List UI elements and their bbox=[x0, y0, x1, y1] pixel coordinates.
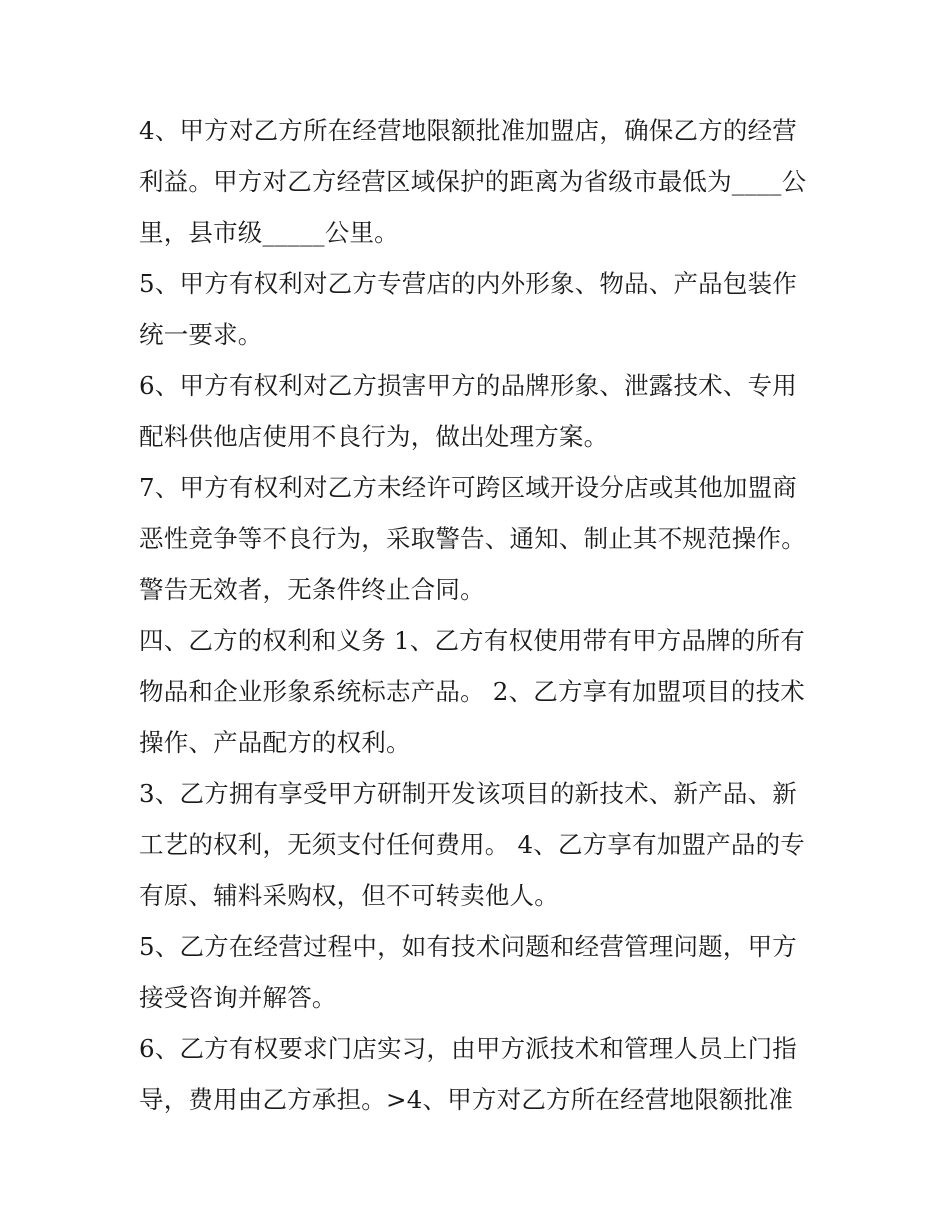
text-line: 接受咨询并解答。 bbox=[139, 983, 337, 1012]
text-line: 工艺的权利，无须支付任何费用。 4、乙方享有加盟产品的专 bbox=[139, 830, 805, 859]
text-line: 警告无效者，无条件终止合同。 bbox=[139, 575, 485, 604]
text-line: 配料供他店使用不良行为，做出处理方案。 bbox=[139, 422, 609, 451]
document-body bbox=[139, 105, 819, 1125]
text-line: 6、乙方有权要求门店实习，由甲方派技术和管理人员上门指 bbox=[139, 1034, 797, 1063]
text-line: 有原、辅料采购权，但不可转卖他人。 bbox=[139, 881, 559, 910]
text-line: 导，费用由乙方承担。>4、甲方对乙方所在经营地限额批准 bbox=[139, 1085, 794, 1114]
text-line: 3、乙方拥有享受甲方研制开发该项目的新技术、新产品、新 bbox=[139, 779, 797, 808]
text-line: 四、乙方的权利和义务 1、乙方有权使用带有甲方品牌的所有 bbox=[139, 626, 805, 655]
text-line: 利益。甲方对乙方经营区域保护的距离为省级市最低为____公 bbox=[139, 167, 807, 196]
text-line: 6、甲方有权利对乙方损害甲方的品牌形象、泄露技术、专用 bbox=[139, 371, 797, 400]
text-line: 5、乙方在经营过程中，如有技术问题和经营管理问题，甲方 bbox=[139, 932, 797, 961]
text-line: 里，县市级_____公里。 bbox=[139, 218, 399, 247]
text-line: 7、甲方有权利对乙方未经许可跨区域开设分店或其他加盟商 bbox=[139, 473, 797, 502]
text-line: 恶性竞争等不良行为，采取警告、通知、制止其不规范操作。 bbox=[139, 524, 806, 553]
text-line: 统一要求。 bbox=[139, 320, 263, 349]
text-line: 4、甲方对乙方所在经营地限额批准加盟店，确保乙方的经营 bbox=[139, 116, 797, 145]
text-line: 操作、产品配方的权利。 bbox=[139, 728, 411, 757]
text-line: 5、甲方有权利对乙方专营店的内外形象、物品、产品包装作 bbox=[139, 269, 797, 298]
text-line: 物品和企业形象系统标志产品。 2、乙方享有加盟项目的技术 bbox=[139, 677, 805, 706]
